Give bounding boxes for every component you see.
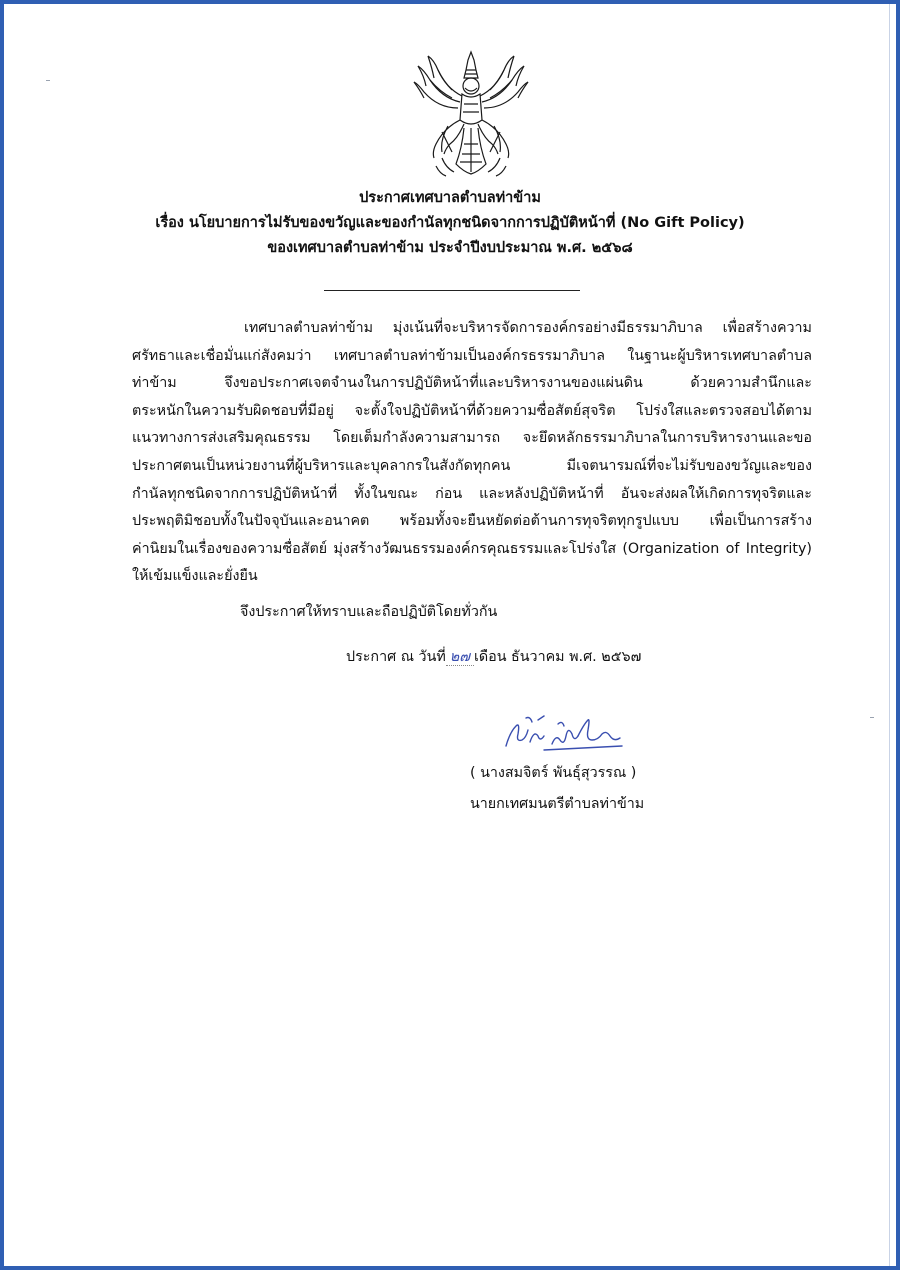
date-suffix: เดือน ธันวาคม พ.ศ. ๒๕๖๗ <box>473 649 642 665</box>
body-line: กำนัลทุกชนิดจากการปฏิบัติหน้าที่ ทั้งในขณะ ก่อน และหลังปฏิบัติหน้าที่ อันจะส่งผลให้เกิดการทุจริตและ <box>132 485 812 502</box>
body-line: ค่านิยมในเรื่องของความซื่อสัตย์ มุ่งสร้างวัฒนธรรมองค์กรคุณธรรมและโปร่งใส (Organization of Integrity) <box>132 540 812 557</box>
date-prefix: ประกาศ ณ วันที่ <box>346 649 446 665</box>
date-line <box>346 645 641 669</box>
body-line: เทศบาลตำบลท่าข้าม มุ่งเน้นที่จะบริหารจัดการองค์กรอย่างมีธรรมาภิบาล เพื่อสร้างความ <box>244 320 812 336</box>
body-line: ประกาศตนเป็นหน่วยงานที่ผู้บริหารและบุคลากรในสังกัดทุกคน มีเจตนารมณ์ที่จะไม่รับของขวัญและของ <box>132 457 812 474</box>
header-scope: ของเทศบาลตำบลท่าข้าม ประจำปีงบประมาณ พ.ศ. ๒๕๖๘ <box>267 240 633 256</box>
scan-speck <box>46 80 50 81</box>
document-header <box>4 186 896 261</box>
handwritten-signature-icon <box>500 712 628 756</box>
date-day-handwritten: ๒๗ <box>446 649 474 666</box>
header-subject: เรื่อง นโยบายการไม่รับของขวัญและของกำนัลทุกชนิดจากการปฏิบัติหน้าที่ (No Gift Policy) <box>155 215 745 231</box>
garuda-emblem-icon <box>412 48 530 180</box>
body-paragraph <box>132 315 812 591</box>
header-organization: ประกาศเทศบาลตำบลท่าข้าม <box>359 190 541 206</box>
header-divider <box>324 290 580 291</box>
body-line: ตระหนักในความรับผิดชอบที่มีอยู่ จะตั้งใจปฏิบัติหน้าที่ด้วยความซื่อสัตย์สุจริต โปร่งใสและตรวจสอบได้ตาม <box>132 402 812 419</box>
body-line: แนวทางการส่งเสริมคุณธรรม โดยเต็มกำลังความสามารถ จะยึดหลักธรรมาภิบาลในการบริหารงานและขอ <box>132 430 812 447</box>
signer-position: นายกเทศมนตรีตำบลท่าข้าม <box>470 796 645 812</box>
signer-name: ( นางสมจิตร์ พันธุ์สุวรรณ ) <box>470 765 637 781</box>
body-line: ให้เข้มแข็งและยั่งยืน <box>132 568 258 585</box>
body-line: ศรัทธาและเชื่อมั่นแก่สังคมว่า เทศบาลตำบลท่าข้ามเป็นองค์กรธรรมาภิบาล ในฐานะผู้บริหารเทศบาลตำบล <box>132 347 812 364</box>
body-line: ท่าข้าม จึงขอประกาศเจตจำนงในการปฏิบัติหน้าที่และบริหารงานของแผ่นดิน ด้วยความสำนึกและ <box>132 375 812 392</box>
announcement-line: จึงประกาศให้ทราบและถือปฏิบัติโดยทั่วกัน <box>240 604 498 620</box>
body-line: ประพฤติมิชอบทั้งในปัจจุบันและอนาคต พร้อมทั้งจะยืนหยัดต่อต้านการทุจริตทุกรูปแบบ เพื่อเป็นการสร้าง <box>132 513 812 530</box>
scan-speck <box>870 717 874 718</box>
